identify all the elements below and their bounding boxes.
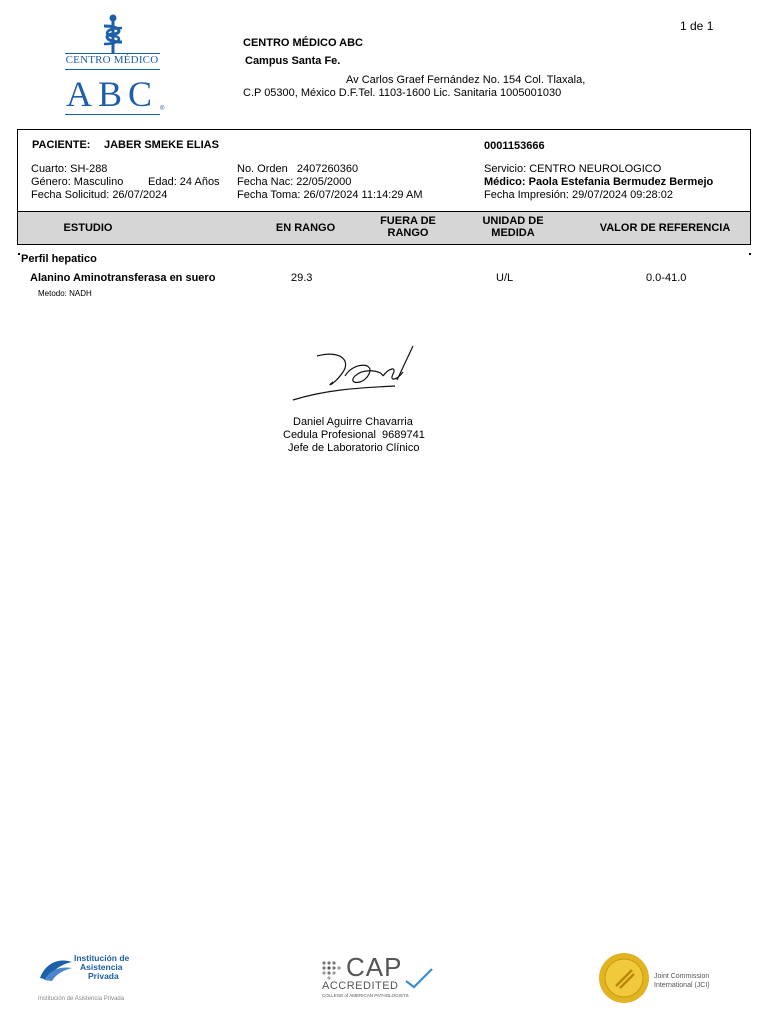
iap-title bbox=[74, 954, 129, 981]
fecha-solicitud: Fecha Solicitud: 26/07/2024 bbox=[31, 189, 168, 201]
iap-line2: Asistencia bbox=[80, 962, 123, 972]
address-line-1: Av Carlos Graef Fernández No. 154 Col. Tlaxala, bbox=[346, 74, 586, 86]
cuarto: Cuarto: SH-288 bbox=[31, 163, 108, 175]
patient-name: JABER SMEKE ELIAS bbox=[104, 139, 219, 151]
logo-registered-mark: ® bbox=[160, 106, 165, 112]
section-tick-left bbox=[18, 253, 20, 255]
iap-subtitle: Institución de Asistencia Privada bbox=[38, 996, 125, 1002]
caduceus-icon bbox=[98, 14, 128, 54]
fecha-nacimiento: Fecha Nac: 22/05/2000 bbox=[237, 176, 352, 188]
cap-dots-icon bbox=[320, 959, 344, 981]
servicio: Servicio: CENTRO NEUROLOGICO bbox=[484, 163, 662, 175]
col-unidad-line2: MEDIDA bbox=[491, 227, 535, 239]
row-estudio: Alanino Aminotransferasa en suero bbox=[30, 272, 216, 284]
section-title: Perfil hepatico bbox=[21, 253, 97, 265]
medico: Médico: Paola Estefania Bermudez Bermejo bbox=[484, 176, 714, 188]
fecha-toma: Fecha Toma: 26/07/2024 11:14:29 AM bbox=[237, 189, 423, 201]
page-number: 1 de 1 bbox=[680, 19, 714, 33]
iap-line3: Privada bbox=[88, 971, 119, 981]
row-unidad: U/L bbox=[496, 272, 514, 284]
cap-subtitle: COLLEGE of AMERICAN PATHOLOGISTS bbox=[322, 993, 409, 998]
edad: Edad: 24 Años bbox=[148, 176, 220, 188]
col-fuera-line2: RANGO bbox=[387, 227, 429, 239]
jci-seal-icon bbox=[598, 952, 650, 1004]
hospital-name: CENTRO MÉDICO ABC bbox=[243, 37, 363, 49]
no-orden: No. Orden 2407260360 bbox=[237, 163, 359, 175]
jci-line1: Joint Commission bbox=[654, 973, 710, 980]
jci-text bbox=[654, 972, 710, 990]
cap-accredited: ACCREDITED bbox=[322, 980, 399, 992]
logo-rule-middle bbox=[65, 69, 160, 70]
logo-rule-bottom bbox=[65, 114, 160, 115]
jci-line2: International (JCI) bbox=[654, 982, 710, 989]
row-referencia: 0.0-41.0 bbox=[646, 272, 687, 284]
iap-emblem-icon bbox=[38, 956, 74, 982]
col-unidad-line1: UNIDAD DE bbox=[482, 215, 544, 227]
signer-cedula: Cedula Profesional 9689741 bbox=[283, 429, 425, 441]
col-valor-referencia: VALOR DE REFERENCIA bbox=[599, 222, 731, 234]
col-fuera-de-rango bbox=[363, 215, 453, 239]
fecha-impresion: Fecha Impresión: 29/07/2024 09:28:02 bbox=[484, 189, 673, 201]
logo-text-abc: ABC bbox=[65, 74, 159, 114]
section-tick-right bbox=[749, 253, 751, 255]
cap-logo bbox=[320, 952, 440, 1003]
iap-line1: Institución de bbox=[74, 953, 130, 963]
jci-logo bbox=[598, 952, 723, 1008]
col-unidad-de-medida bbox=[468, 215, 558, 239]
row-metodo: Metodo: NADH bbox=[38, 289, 92, 298]
col-estudio: ESTUDIO bbox=[63, 222, 113, 234]
signature-drawing bbox=[285, 340, 425, 410]
signer-title: Jefe de Laboratorio Clínico bbox=[288, 442, 420, 454]
iap-logo bbox=[38, 952, 148, 1008]
col-en-rango: EN RANGO bbox=[275, 222, 336, 234]
patient-label: PACIENTE: bbox=[32, 139, 91, 151]
col-fuera-line1: FUERA DE bbox=[380, 215, 436, 227]
checkmark-icon bbox=[404, 967, 434, 989]
results-table-header bbox=[17, 211, 751, 245]
genero: Género: Masculino bbox=[31, 176, 124, 188]
logo-text-centro-medico: CENTRO MÉDICO bbox=[65, 54, 159, 66]
signer-name: Daniel Aguirre Chavarria bbox=[293, 416, 413, 428]
row-en-rango: 29.3 bbox=[291, 272, 313, 284]
address-line-2: C.P 05300, México D.F.Tel. 1103-1600 Lic. Sanitaria 1005001030 bbox=[243, 87, 562, 99]
campus-name: Campus Santa Fe. bbox=[245, 55, 341, 67]
cap-title: CAP bbox=[346, 952, 403, 982]
abc-logo bbox=[62, 14, 172, 114]
patient-id: 0001153666 bbox=[484, 140, 545, 152]
